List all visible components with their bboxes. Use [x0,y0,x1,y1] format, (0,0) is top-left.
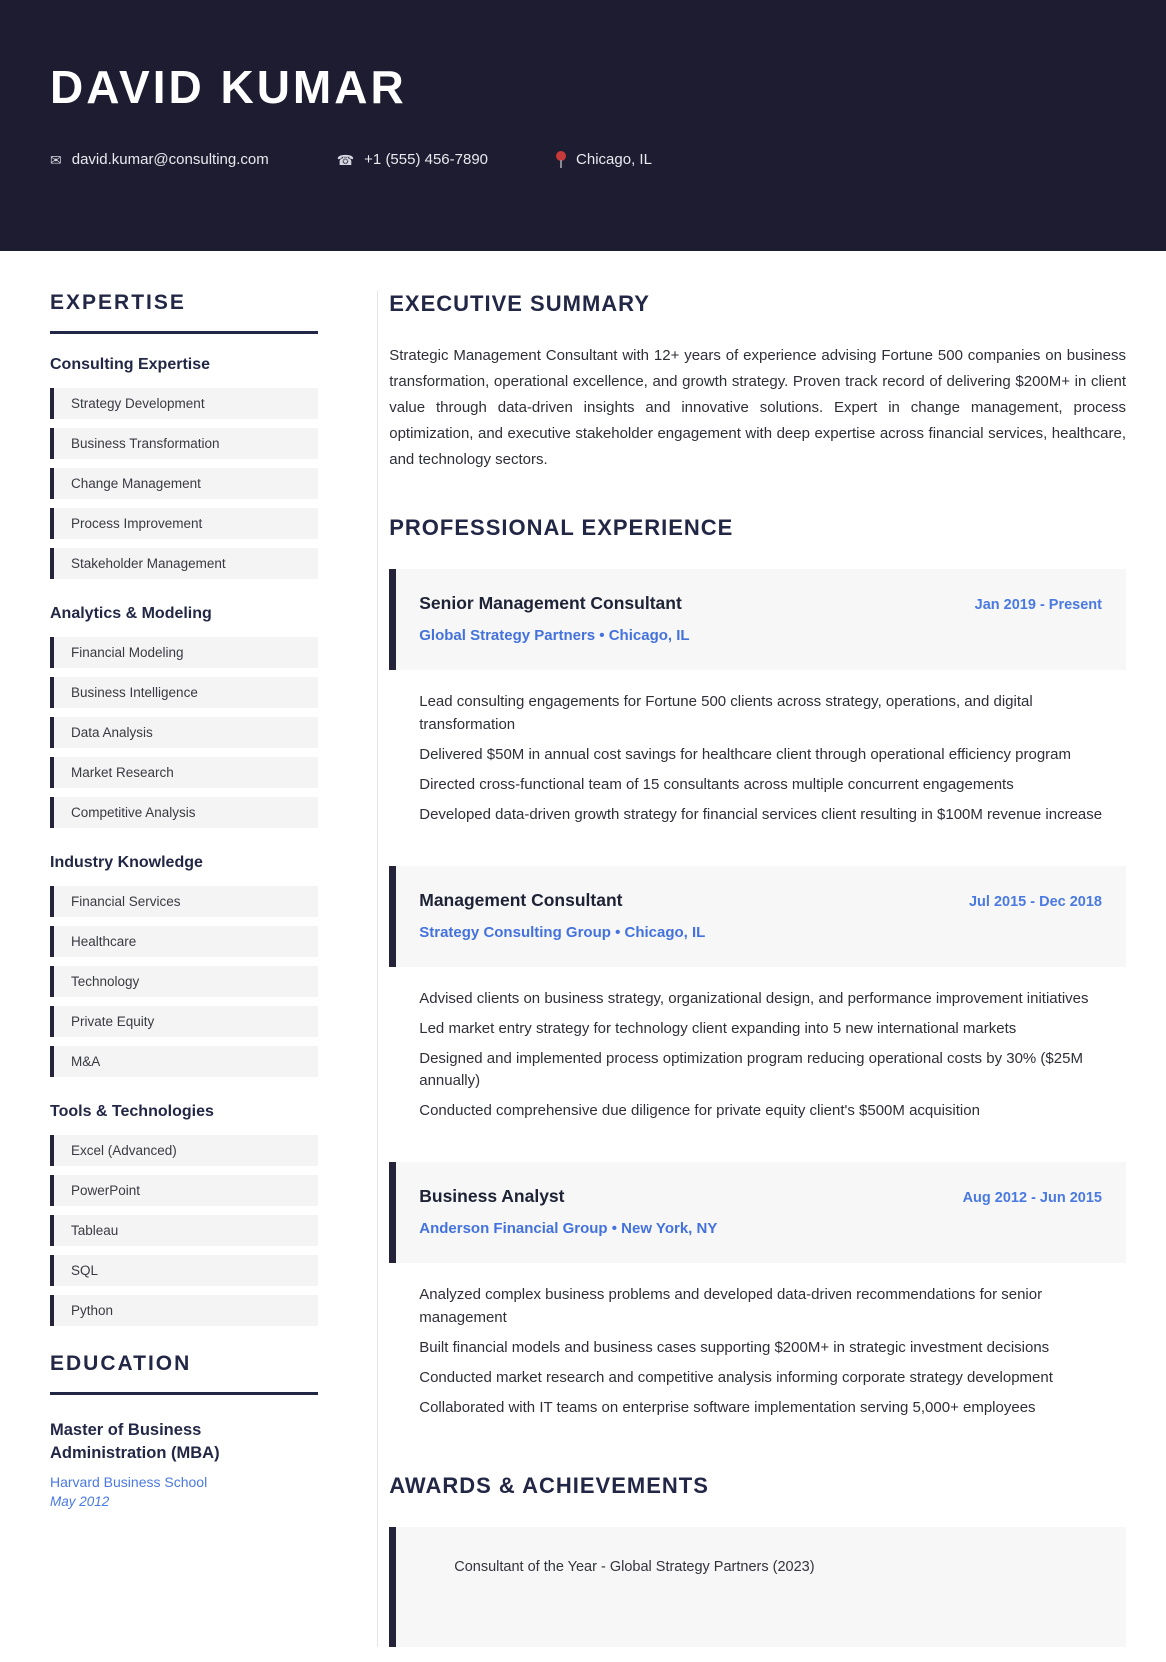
skill-item: Business Intelligence [50,677,318,708]
job-title: Senior Management Consultant [419,593,682,614]
job-bullet: Analyzed complex business problems and developed data-driven recommendations for senior management [419,1286,1043,1326]
job-bullet: Conducted market research and competitive analysis informing corporate strategy development [419,1368,1053,1386]
skill-group-tools [50,1103,318,1326]
job-bullet: Developed data-driven growth strategy for financial services client resulting in $100M revenue increase [419,805,1103,823]
contact-phone[interactable] [337,151,488,168]
award-entry [389,1527,1126,1647]
expertise-rule [50,331,318,334]
skill-group-consulting [50,356,318,579]
skill-group-industry [50,854,318,1077]
summary-text: Strategic Management Consultant with 12+ years of experience advising Fortune 500 companies on business transformation, operational excellence, and growth strategy. Proven track record of delivering $200M+ in client value through data-driven insights and innovative solutions. Expert in change management, process optimization, and executive stakeholder engagement with deep expertise across financial services, healthcare, and technology sectors. [389,347,1126,469]
skill-item: Technology [50,966,318,997]
job-bullet: Lead consulting engagements for Fortune 500 clients across strategy, operations, and digital transformation [419,693,1033,733]
expertise-heading: EXPERTISE [50,291,186,314]
job-entry [389,1162,1126,1431]
job-bullet: Directed cross-functional team of 15 consultants across multiple concurrent engagements [419,775,1014,793]
award-text: Consultant of the Year - Global Strategy Partners (2023) [454,1558,815,1575]
skill-group-title: Consulting Expertise [50,356,211,373]
summary-heading: EXECUTIVE SUMMARY [389,291,650,316]
contact-location-text: Chicago, IL [576,151,652,169]
education-date: May 2012 [50,1494,110,1510]
job-dates: Aug 2012 - Jun 2015 [962,1190,1102,1207]
skill-item: PowerPoint [50,1175,318,1206]
main-content [389,291,1126,1647]
job-header [389,1162,1126,1263]
education-school-link[interactable]: Harvard Business School [50,1474,208,1491]
job-bullet: Delivered $50M in annual cost savings for healthcare client through operational efficiency program [419,745,1072,763]
skill-group-title: Tools & Technologies [50,1103,214,1120]
job-entry [389,569,1126,838]
education-degree: Master of Business Administration (MBA) [50,1421,220,1463]
education-section [50,1352,318,1509]
skill-item: Strategy Development [50,388,318,419]
job-bullet: Advised clients on business strategy, organizational design, and performance improvement initiatives [419,989,1089,1007]
skill-group-analytics [50,605,318,828]
email-icon: ✉ [50,151,62,168]
experience-heading: PROFESSIONAL EXPERIENCE [389,515,734,541]
job-bullet: Collaborated with IT teams on enterprise software implementation serving 5,000+ employees [419,1398,1036,1416]
sidebar [50,291,318,1647]
job-header [389,569,1126,670]
skill-item: Healthcare [50,926,318,957]
body [0,251,1166,1647]
contact-phone-text: +1 (555) 456-7890 [364,151,489,169]
job-header [389,866,1126,967]
skill-item: M&A [50,1046,318,1077]
education-heading: EDUCATION [50,1352,192,1375]
job-company: Anderson Financial Group • New York, NY [419,1220,718,1238]
job-dates: Jul 2015 - Dec 2018 [968,893,1102,910]
education-rule [50,1392,318,1395]
skill-item: SQL [50,1255,318,1286]
job-title: Management Consultant [419,889,623,910]
skill-item: Excel (Advanced) [50,1135,318,1166]
skill-item: Business Transformation [50,428,318,459]
contact-email-text: david.kumar@consulting.com [71,151,269,169]
awards-heading: AWARDS & ACHIEVEMENTS [389,1472,709,1498]
contact-row [50,151,1116,169]
skill-group-title: Industry Knowledge [50,854,203,871]
skill-item: Stakeholder Management [50,548,318,579]
location-icon [556,151,566,169]
skill-item: Change Management [50,468,318,499]
skill-item: Market Research [50,757,318,788]
skill-item: Data Analysis [50,717,318,748]
job-bullets [389,967,1126,1135]
skill-item: Tableau [50,1215,318,1246]
skill-item: Financial Modeling [50,637,318,668]
job-bullets [389,670,1126,838]
job-company: Strategy Consulting Group • Chicago, IL [419,923,706,941]
job-bullets [389,1263,1126,1431]
contact-location [556,151,652,169]
skill-item: Competitive Analysis [50,797,318,828]
contact-email[interactable] [50,151,269,168]
job-bullet: Designed and implemented process optimization program reducing operational costs by 30% ($25M annually) [419,1049,1083,1090]
phone-icon: ☎ [336,151,355,168]
skill-item: Financial Services [50,886,318,917]
skill-item: Python [50,1295,318,1326]
job-title: Business Analyst [419,1186,565,1207]
skill-item: Process Improvement [50,508,318,539]
job-entry [389,866,1126,1135]
job-bullet: Conducted comprehensive due diligence for private equity client's $500M acquisition [419,1102,980,1120]
skill-group-title: Analytics & Modeling [50,605,212,622]
job-bullet: Built financial models and business cases supporting $200M+ in strategic investment decisions [419,1338,1050,1356]
header [0,0,1166,251]
name-heading: DAVID KUMAR [50,61,407,113]
job-bullet: Led market entry strategy for technology client expanding into 5 new international markets [419,1019,1017,1037]
job-dates: Jan 2019 - Present [974,597,1102,614]
job-company: Global Strategy Partners • Chicago, IL [419,627,690,645]
skill-item: Private Equity [50,1006,318,1037]
